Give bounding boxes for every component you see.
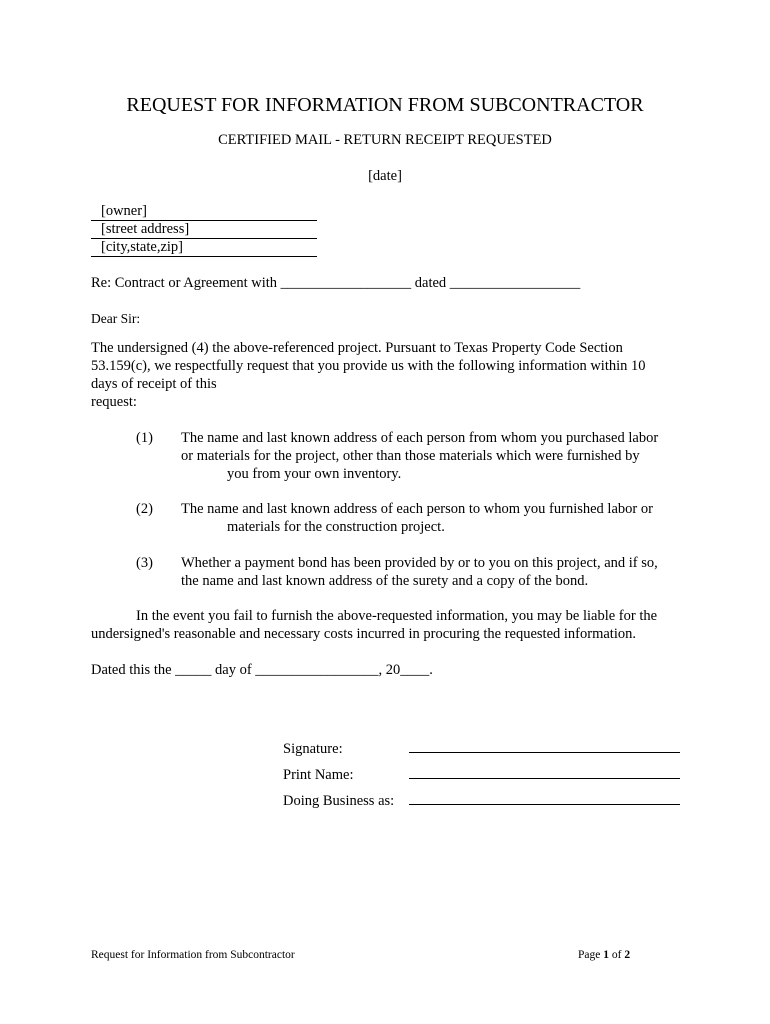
intro-line-4: request: (91, 394, 137, 410)
item-2-line-1: The name and last known address of each person to whom you furnished labor or (181, 501, 653, 517)
item-1-number: (1) (136, 430, 153, 446)
dated-line: Dated this the _____ day of _________________, 20____. (91, 662, 433, 678)
signature-line (409, 752, 680, 753)
re-line: Re: Contract or Agreement with __________________ dated __________________ (91, 275, 581, 291)
document-title: REQUEST FOR INFORMATION FROM SUBCONTRACTOR (126, 94, 644, 116)
address-street-text: [street address] (101, 221, 190, 237)
closing-line-1: In the event you fail to furnish the above-requested information, you may be liable for the (136, 608, 658, 624)
dba-line (409, 804, 680, 805)
footer-page-word: Page (578, 949, 601, 961)
intro-line-2: 53.159(c), we respectfully request that you provide us with the following information within 10 (91, 358, 646, 374)
address-city-text: [city,state,zip] (101, 239, 183, 255)
footer-page-total: 2 (624, 949, 631, 961)
print-name-line (409, 778, 680, 779)
date-placeholder: [date] (368, 168, 402, 184)
item-3-line-1: Whether a payment bond has been provided by or to you on this project, and if so, (181, 555, 658, 571)
closing-paragraph (91, 607, 657, 643)
item-1-line-3: you from your own inventory. (227, 466, 402, 482)
item-2-number: (2) (136, 501, 153, 517)
intro-paragraph (91, 339, 646, 411)
closing-line-2: undersigned's reasonable and necessary costs incurred in procuring the requested information. (91, 626, 636, 642)
item-1-line-1: The name and last known address of each person from whom you purchased labor (181, 430, 659, 446)
intro-line-1: The undersigned (4) the above-referenced project. Pursuant to Texas Property Code Section (91, 340, 623, 356)
footer-page-number (578, 949, 630, 961)
print-name-label: Print Name: (283, 767, 354, 783)
footer-of-word: of (611, 949, 622, 961)
address-city (91, 239, 317, 257)
address-street (91, 221, 317, 239)
intro-line-3: days of receipt of this (91, 376, 217, 392)
item-1-line-2: or materials for the project, other than those materials which were furnished by (181, 448, 640, 464)
item-2-line-2: materials for the construction project. (227, 519, 445, 535)
footer-page-current: 1 (603, 949, 609, 961)
signature-label: Signature: (283, 741, 343, 757)
salutation: Dear Sir: (91, 311, 141, 326)
dba-label: Doing Business as: (283, 793, 395, 809)
document-subtitle: CERTIFIED MAIL - RETURN RECEIPT REQUESTED (218, 132, 552, 148)
item-3-number: (3) (136, 555, 153, 571)
address-owner-text: [owner] (101, 203, 147, 219)
address-owner (91, 203, 317, 221)
item-3-line-2: the name and last known address of the surety and a copy of the bond. (181, 573, 589, 589)
footer-title: Request for Information from Subcontractor (91, 949, 295, 961)
